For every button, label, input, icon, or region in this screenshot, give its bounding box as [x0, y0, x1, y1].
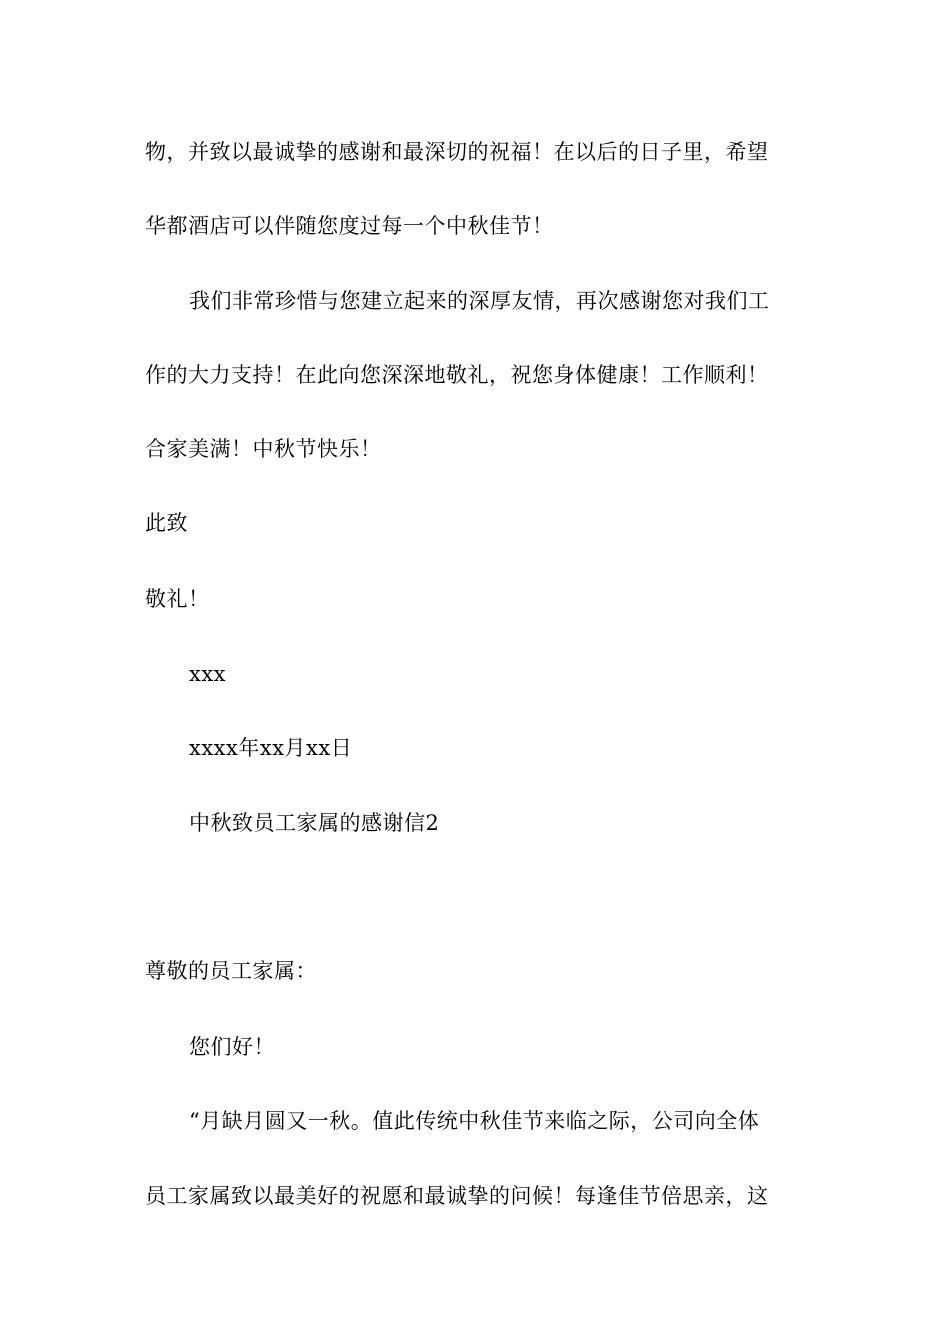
closing-line: 此致 — [145, 511, 188, 535]
paragraph-line: 我们非常珍惜与您建立起来的深厚友情，再次感谢您对我们工 — [189, 289, 770, 313]
section-title: 中秋致员工家属的感谢信2 — [189, 811, 440, 835]
paragraph-line: 员工家属致以最美好的祝愿和最诚挚的问候！每逢佳节倍思亲，这 — [145, 1184, 769, 1208]
closing-salute: 敬礼！ — [145, 587, 210, 611]
signature: xxx — [189, 662, 227, 686]
greeting: 您们好！ — [189, 1035, 275, 1059]
paragraph-line: 合家美满！中秋节快乐！ — [145, 437, 382, 461]
date-line: xxxx年xx月xx日 — [189, 736, 353, 760]
paragraph-line: 华都酒店可以伴随您度过每一个中秋佳节！ — [145, 214, 554, 238]
salutation: 尊敬的员工家属： — [145, 959, 317, 983]
paragraph-line: 作的大力支持！在此向您深深地敬礼，祝您身体健康！工作顺利！ — [145, 363, 769, 387]
paragraph-line: 物，并致以最诚挚的感谢和最深切的祝福！在以后的日子里，希望 — [145, 140, 769, 164]
paragraph-line: “月缺月圆又一秋。值此传统中秋佳节来临之际，公司向全体 — [189, 1109, 760, 1133]
